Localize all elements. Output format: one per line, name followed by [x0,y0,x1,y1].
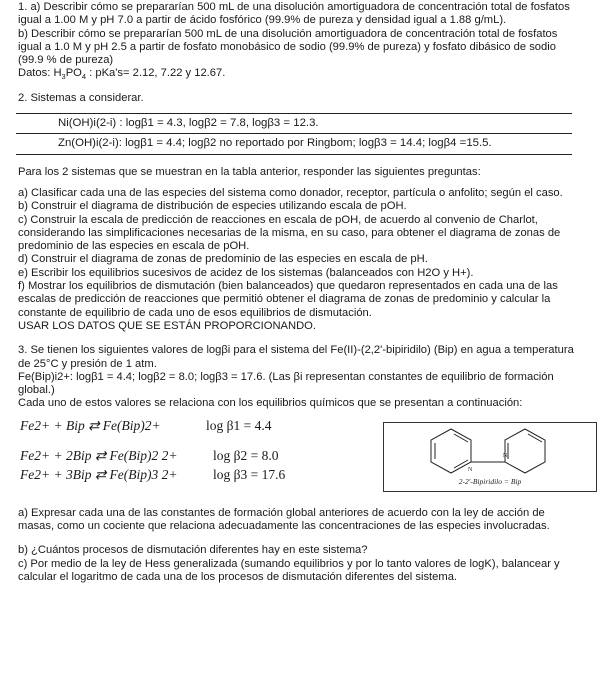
p1-a-line1: 1. a) Describir cómo se prepararían 500 mL de una disolución amortiguadora de concentración total de fosfatos [18,1,570,13]
logbeta-2: log β2 = 8.0 [213,447,279,463]
p3-qa-line1: a) Expresar cada una de las constantes de formación global anteriores de acuerdo con la ley de acción de [18,506,545,519]
p3-line5: Cada uno de estos valores se relaciona con los equilibrios químicos que se presentan a continuación: [18,397,523,410]
systems-table [16,113,572,155]
p1-b-line1: b) Describir cómo se prepararían 500 mL de una disolución amortiguadora de concentración total de fosfatos [18,27,558,40]
p3-qa-line2: masas, como un cociente que relaciona adecuadamente las concentraciones de las especies involucradas. [18,520,550,533]
svg-text:N: N [468,466,473,473]
p2-intro: Para los 2 sistemas que se muestran en la tabla anterior, responder las siguientes preguntas: [18,165,481,178]
svg-text:N: N [503,452,508,459]
logbeta-3: log β3 = 17.6 [213,466,286,482]
p2-item: escalas de predicción de reacciones que permitió obtener el diagrama de zonas de predominio y calcular la [18,293,551,306]
p2-item: e) Escribir los equilibrios sucesivos de acidez de los sistemas (balanceados con H2O y H+). [18,266,474,279]
p3-line3: Fe(Bip)i2+: logβ1 = 4.4; logβ2 = 8.0; logβ3 = 17.6. (Las βi representan constantes de equilibrio de formación [18,370,554,383]
p2-item: predominio de las especies en escala de pOH. [18,240,250,253]
p3-qc-line1: c) Por medio de la ley de Hess generalizada (sumando equilibrios y por lo tanto valores de logK), balancear y [18,557,560,570]
bipyridine-structure [383,422,597,492]
p3-line1: 3. Se tienen los siguientes valores de logβi para el sistema del Fe(II)-(2,2'-bipiridilo) (Bip) en agua a temperatura [18,344,574,357]
p1-b-line2: igual a 1.0 M y pH 2.5 a partir de fosfato monobásico de sodio (99.9% de pureza) y fosfato dibásico de sodio [18,40,556,53]
p2-item: f) Mostrar los equilibrios de dismutación (bien balanceados) que quedaron representados en cada una de las [18,280,558,293]
equilibrium-3: Fe2+ + 3Bip ⇄ Fe(Bip)3 2+ [20,466,178,482]
p3-qc-line2: calcular el logaritmo de cada una de los procesos de dismutación diferentes del sistema. [18,570,458,583]
systems-row-ni: Ni(OH)i(2-i) : logβ1 = 4.3, logβ2 = 7.8, logβ3 = 12.3. [58,117,319,130]
p2-item: c) Construir la escala de predicción de reacciones en escala de pOH, de acuerdo al convenio de Charlot, [18,213,538,226]
equilibrium-2: Fe2+ + 2Bip ⇄ Fe(Bip)2 2+ [20,447,178,463]
p2-item: d) Construir el diagrama de zonas de predominio de las especies en escala de pH. [18,253,428,266]
p2-item: a) Clasificar cada una de las especies del sistema como donador, receptor, partícula o anfolito; según el caso. [18,186,563,199]
p2-questions [18,187,598,333]
p3-qb: b) ¿Cuántos procesos de dismutación diferentes hay en este sistema? [18,544,368,557]
p2-item: USAR LOS DATOS QUE SE ESTÁN PROPORCIONANDO. [18,319,316,332]
bipyridine-caption: 2-2'-Bipiridilo = Bip [458,477,522,487]
p1-a-line2: igual a 1.00 M y pH 7.0 a partir de ácido fosfórico (99.9% de pureza y densidad igual a 1.88 g/mL). [18,14,507,27]
bipyridine-icon [384,423,596,481]
p1-datos: Datos: $H_3PO_4$ : pKa's= 2.12, 7.22 y 12.67. [18,67,226,82]
p2-item: considerando las simplificaciones necesarias de la misma, en su caso, para obtener el diagrama de zonas de [18,226,561,239]
p2-item: b) Construir el diagrama de distribución de especies utilizando escala de pOH. [18,200,407,213]
p3-line2: de 25°C y presión de 1 atm. [18,357,157,370]
equilibrium-1: Fe2+ + Bip ⇄ Fe(Bip)2+ [20,417,161,433]
p3-line4: global.) [18,384,55,397]
systems-row-zn: Zn(OH)i(2-i): logβ1 = 4.4; logβ2 no reportado por Ringbom; logβ3 = 14.4; logβ4 =15.5. [58,137,492,150]
p2-title: 2. Sistemas a considerar. [18,91,144,104]
p1-b-line3: (99.9 % de pureza) [18,54,114,67]
p2-item: constante de equilibrio de cada uno de esos equilibrios de dismutación. [18,306,372,319]
logbeta-1: log β1 = 4.4 [206,417,272,433]
equilibria-block [18,415,598,499]
